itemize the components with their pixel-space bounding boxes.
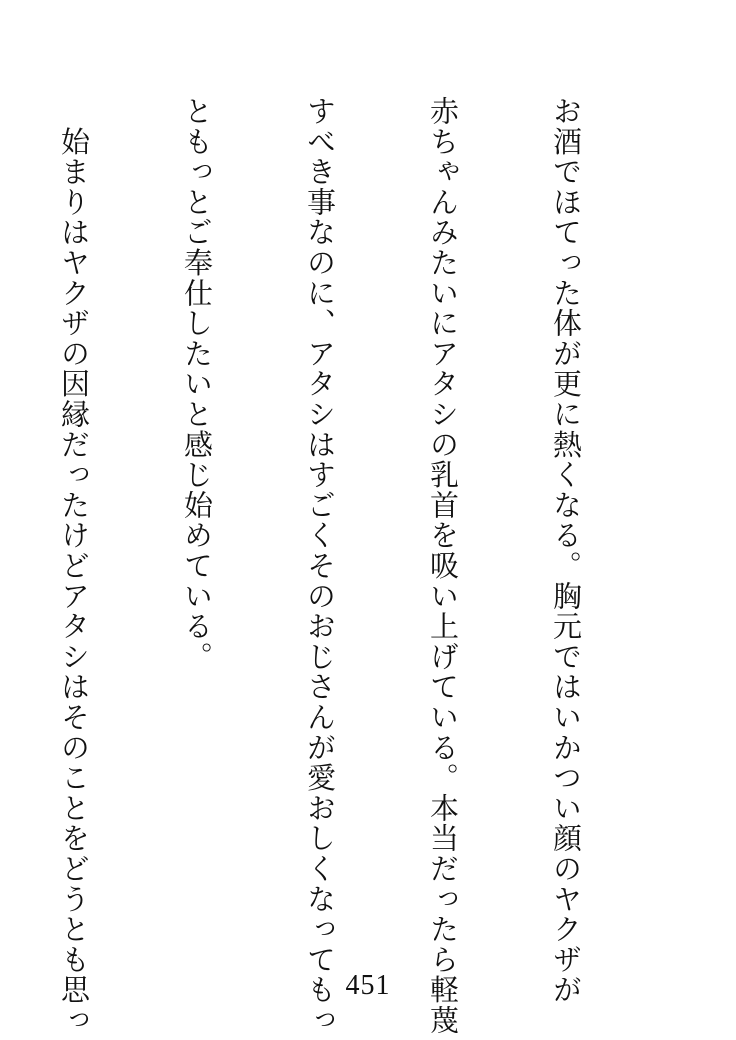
text-line-5: 始まりはヤクザの因縁だったけどアタシはそのことをどうとも思っ (57, 96, 91, 1036)
text-line-4: ともっとご奉仕したいと感じ始めている。 (180, 96, 214, 672)
text-line-1: お酒でほてった体が更に熱くなる。胸元ではいかつい顔のヤクザが (549, 96, 583, 1005)
page-number: 451 (345, 970, 391, 1001)
text-line-3: すべき事なのに、アタシはすごくそのおじさんが愛おしくなってもっ (303, 96, 337, 1036)
text-line-2: 赤ちゃんみたいにアタシの乳首を吸い上げている。本当だったら軽蔑 (426, 96, 460, 1036)
